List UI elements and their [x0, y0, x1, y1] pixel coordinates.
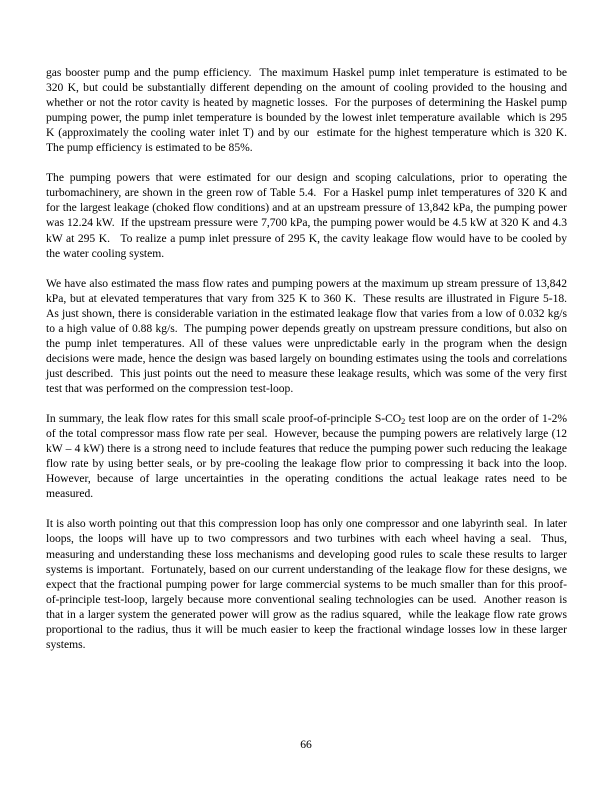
paragraph-1: gas booster pump and the pump efficiency. The maximum Haskel pump inlet temperature is estimated to be 320 K, but could be substantially different depending on the amount of cooling provided to the housing and whether or not the rotor cavity is heated by magnetic losses. For the purposes of determining the Haskel pump pumping power, the pump inlet temperature is bounded by the lowest inlet temperature available which is 295 K (approximately the cooling water inlet T) and by our estimate for the highest temperature which is 320 K. The pump efficiency is estimated to be 85%.	[46, 66, 576, 155]
summary-text-part-2: test loop are on the order of 1-2% of the total compressor mass flow rate per seal. However, because the pumping powers are relatively large (12 kW – 4 kW) there is a strong need to include features that reduce the pumping power such reducing the leakage flow rate by using better seals, or by pre-cooling the leakage flow prior to compressing it back into the loop. However, because of large uncertainties in the operating conditions the actual leakage rates need to be measured.	[46, 412, 573, 501]
summary-text-part-1: In summary, the leak flow rates for this small scale proof-of-principle S-CO	[46, 412, 402, 426]
paragraph-4-summary	[46, 411, 573, 501]
paragraph-5: It is also worth pointing out that this compression loop has only one compressor and one labyrinth seal. In later loops, the loops will have up to two compressors and two turbines with each wheel having a seal. Thus, measuring and understanding these loss mechanisms and developing good rules to scale these results to larger systems is important. Fortunately, based on our current understanding of the leakage flow for these designs, we expect that the fractional pumping power for large commercial systems to be much smaller than for this proof-of-principle test-loop, largely because more conventional sealing technologies can be used. Another reason is that in a larger system the generated power will grow as the radius squared, while the leakage flow rate grows proportional to the radius, thus it will be much easier to keep the fractional windage losses low in these larger systems.	[46, 517, 570, 651]
paragraph-2: The pumping powers that were estimated for our design and scoping calculations, prior to operating the turbomachinery, are shown in the green row of Table 5.4. For a Haskel pump inlet temperatures of 320 K and for the largest leakage (choked flow conditions) and at an upstream pressure of 13,842 kPa, the pumping power was 12.24 kW. If the upstream pressure were 7,700 kPa, the pumping power would be 4.5 kW at 320 K and 4.3 kW at 295 K. To realize a pump inlet pressure of 295 K, the cavity leakage flow would have to be cooled by the water cooling system.	[46, 171, 570, 260]
paragraph-3: We have also estimated the mass flow rates and pumping powers at the maximum up stream pressure of 13,842 kPa, but at elevated temperatures that vary from 325 K to 360 K. These results are illustrated in Figure 5-18. As just shown, there is considerable variation in the estimated leakage flow that varies from a low of 0.032 kg/s to a high value of 0.88 kg/s. The pumping power depends greatly on upstream pressure conditions, but also on the pump inlet temperatures. All of these values were unpredictable early in the program when the design decisions were made, hence the design was based largely on bounding estimates using the tools and correlations just described. This just points out the need to measure these leakage results, which was some of the very first test that was performed on the compression test-loop.	[46, 276, 573, 395]
body-text-column	[46, 65, 576, 652]
co2-subscript: 2	[401, 416, 406, 426]
page-number: 66	[300, 738, 312, 751]
